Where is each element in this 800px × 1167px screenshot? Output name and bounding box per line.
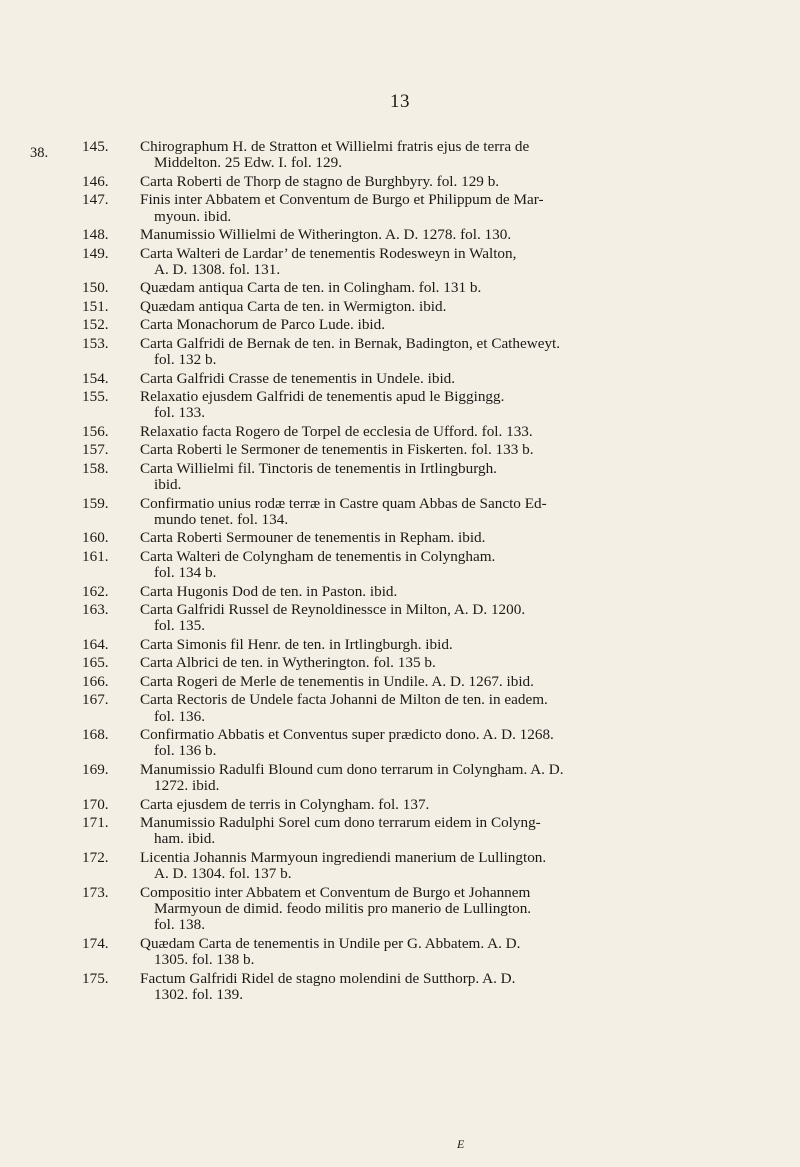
entry-continuation: ibid. — [154, 476, 182, 494]
entry-line: Carta Walteri de Lardar’ de tenementis Rodesweyn in Walton, — [140, 244, 517, 262]
entry-text — [140, 227, 732, 243]
list-item — [82, 549, 732, 582]
list-item — [82, 692, 732, 725]
entry-continuation: fol. 135. — [154, 617, 206, 635]
entry-line: Carta Hugonis Dod de ten. in Paston. ibid. — [140, 582, 398, 600]
entry-line: Carta Monachorum de Parco Lude. ibid. — [140, 316, 386, 334]
entry-number: 173. — [82, 883, 109, 901]
entry-text — [140, 336, 732, 369]
entry-line: Carta Galfridi Russel de Reynoldinessce in Milton, A. D. 1200. — [140, 601, 526, 619]
entry-text — [140, 885, 732, 934]
entry-number: 167. — [82, 691, 109, 709]
entry-text — [140, 280, 732, 296]
list-item — [82, 424, 732, 440]
entry-text — [140, 602, 732, 635]
entry-line: Carta Galfridi de Bernak de ten. in Bernak, Badington, et Catheweyt. — [140, 334, 561, 352]
entry-number: 165. — [82, 654, 109, 672]
entry-line: Compositio inter Abbatem et Conventum de Burgo et Johannem — [140, 883, 531, 901]
entry-number: 171. — [82, 814, 109, 832]
entry-number: 162. — [82, 582, 109, 600]
entry-number: 161. — [82, 547, 109, 565]
entry-text — [140, 424, 732, 440]
list-item — [82, 280, 732, 296]
entry-number: 172. — [82, 848, 109, 866]
entry-text — [140, 936, 732, 969]
entry-text — [140, 442, 732, 458]
list-item — [82, 797, 732, 813]
entry-number: 146. — [82, 172, 109, 190]
entry-line: Carta Albrici de ten. in Wytherington. fol. 135 b. — [140, 654, 436, 672]
entry-number: 147. — [82, 191, 109, 209]
entry-continuation: Middelton. 25 Edw. I. fol. 129. — [154, 154, 342, 172]
entry-text — [140, 496, 732, 529]
entry-line: Carta Willielmi fil. Tinctoris de tenementis in Irtlingburgh. — [140, 459, 497, 477]
entry-continuation: fol. 136. — [154, 707, 206, 725]
list-item — [82, 655, 732, 671]
entry-line: Manumissio Radulphi Sorel cum dono terrarum eidem in Colyng- — [140, 814, 541, 832]
entry-continuation: Marmyoun de dimid. feodo militis pro manerio de Lullington. — [154, 900, 532, 918]
entry-number: 169. — [82, 760, 109, 778]
entry-line: Carta Walteri de Colyngham de tenementis in Colyngham. — [140, 547, 496, 565]
list-item — [82, 637, 732, 653]
entry-text — [140, 389, 732, 422]
entry-line: Carta Rectoris de Undele facta Johanni de Milton de ten. in eadem. — [140, 691, 548, 709]
entry-text — [140, 762, 732, 795]
entry-line: Carta Rogeri de Merle de tenementis in Undile. A. D. 1267. ibid. — [140, 672, 534, 690]
entry-continuation: myoun. ibid. — [154, 207, 232, 225]
list-item — [82, 371, 732, 387]
entry-number: 170. — [82, 795, 109, 813]
entry-number: 152. — [82, 316, 109, 334]
entry-number: 175. — [82, 969, 109, 987]
entry-continuation: fol. 136 b. — [154, 742, 217, 760]
list-item — [82, 227, 732, 243]
entry-text — [140, 549, 732, 582]
entry-continuation: ham. ibid. — [154, 830, 216, 848]
entry-continuation: A. D. 1308. fol. 131. — [154, 260, 281, 278]
list-item — [82, 815, 732, 848]
entry-number: 168. — [82, 726, 109, 744]
entry-line: Relaxatio facta Rogero de Torpel de ecclesia de Ufford. fol. 133. — [140, 422, 533, 440]
list-item — [82, 727, 732, 760]
entry-number: 153. — [82, 334, 109, 352]
entry-number: 166. — [82, 672, 109, 690]
entry-continuation: 1302. fol. 139. — [154, 985, 244, 1003]
entry-text — [140, 371, 732, 387]
entry-line: Confirmatio Abbatis et Conventus super prædicto dono. A. D. 1268. — [140, 726, 554, 744]
entry-continuation: fol. 134 b. — [154, 564, 217, 582]
entry-text — [140, 246, 732, 279]
entry-text — [140, 655, 732, 671]
list-item — [82, 174, 732, 190]
list-item — [82, 246, 732, 279]
entry-line: Manumissio Willielmi de Witherington. A. D. 1278. fol. 130. — [140, 226, 512, 244]
list-item — [82, 496, 732, 529]
entry-line: Quædam antiqua Carta de ten. in Wermigton. ibid. — [140, 297, 447, 315]
signature-mark: E — [457, 1137, 465, 1151]
entry-line: Licentia Johannis Marmyoun ingrediendi manerium de Lullington. — [140, 848, 547, 866]
entry-line: Chirographum H. de Stratton et Willielmi fratris ejus de terra de — [140, 138, 530, 155]
entry-text — [140, 727, 732, 760]
list-item — [82, 192, 732, 225]
entry-continuation: fol. 133. — [154, 404, 206, 422]
entry-number: 158. — [82, 459, 109, 477]
list-item — [82, 317, 732, 333]
entry-continuation: fol. 138. — [154, 916, 206, 934]
entry-line: Carta Roberti le Sermoner de tenementis in Fiskerten. fol. 133 b. — [140, 441, 534, 459]
page-number: 13 — [390, 91, 410, 112]
entry-line: Finis inter Abbatem et Conventum de Burgo et Philippum de Mar- — [140, 191, 544, 209]
list-item — [82, 602, 732, 635]
list-item — [82, 139, 732, 172]
list-item — [82, 936, 732, 969]
list-item — [82, 336, 732, 369]
entry-continuation: A. D. 1304. fol. 137 b. — [154, 865, 292, 883]
list-item — [82, 850, 732, 883]
entry-line: Carta Roberti de Thorp de stagno de Burghbyry. fol. 129 b. — [140, 172, 500, 190]
entry-continuation: fol. 132 b. — [154, 351, 217, 369]
entry-text — [140, 317, 732, 333]
entry-text — [140, 815, 732, 848]
entry-number: 151. — [82, 297, 109, 315]
entry-number: 150. — [82, 279, 109, 297]
entry-number: 157. — [82, 441, 109, 459]
entry-line: Quædam antiqua Carta de ten. in Colingham. fol. 131 b. — [140, 279, 482, 297]
list-item — [82, 389, 732, 422]
list-item — [82, 971, 732, 1004]
entry-text — [140, 192, 732, 225]
entry-number: 160. — [82, 529, 109, 547]
entry-text — [140, 637, 732, 653]
entry-number: 156. — [82, 422, 109, 440]
entry-list — [82, 139, 732, 1005]
margin-number: 38. — [30, 145, 49, 161]
entry-line: Factum Galfridi Ridel de stagno molendini de Sutthorp. A. D. — [140, 969, 516, 987]
entry-line: Carta Roberti Sermouner de tenementis in Repham. ibid. — [140, 529, 486, 547]
entry-line: Quædam Carta de tenementis in Undile per G. Abbatem. A. D. — [140, 934, 521, 952]
entry-number: 159. — [82, 494, 109, 512]
entry-text — [140, 797, 732, 813]
entry-line: Relaxatio ejusdem Galfridi de tenementis apud le Biggingg. — [140, 388, 505, 406]
entry-text — [140, 461, 732, 494]
entry-continuation: 1272. ibid. — [154, 777, 220, 795]
entry-text — [140, 692, 732, 725]
entry-line: Carta ejusdem de terris in Colyngham. fol. 137. — [140, 795, 430, 813]
entry-text — [140, 139, 732, 172]
entry-number: 148. — [82, 226, 109, 244]
entry-line: Carta Galfridi Crasse de tenementis in Undele. ibid. — [140, 369, 456, 387]
entry-continuation: 1305. fol. 138 b. — [154, 951, 255, 969]
list-item — [82, 584, 732, 600]
list-item — [82, 461, 732, 494]
entry-line: Carta Simonis fil Henr. de ten. in Irtlingburgh. ibid. — [140, 635, 453, 653]
entry-number: 155. — [82, 388, 109, 406]
entry-line: Manumissio Radulfi Blound cum dono terrarum in Colyngham. A. D. — [140, 760, 564, 778]
list-item — [82, 299, 732, 315]
entry-text — [140, 174, 732, 190]
entry-number: 154. — [82, 369, 109, 387]
entry-text — [140, 530, 732, 546]
entry-number: 163. — [82, 601, 109, 619]
entry-number: 149. — [82, 244, 109, 262]
list-item — [82, 530, 732, 546]
list-item — [82, 885, 732, 934]
list-item — [82, 442, 732, 458]
list-item — [82, 762, 732, 795]
entry-number: 145. — [82, 138, 109, 155]
entry-text — [140, 674, 732, 690]
entry-number: 174. — [82, 934, 109, 952]
entry-line: Confirmatio unius rodæ terræ in Castre quam Abbas de Sancto Ed- — [140, 494, 547, 512]
entry-text — [140, 850, 732, 883]
entry-text — [140, 971, 732, 1004]
entry-continuation: mundo tenet. fol. 134. — [154, 510, 289, 528]
entry-number: 164. — [82, 635, 109, 653]
entry-text — [140, 299, 732, 315]
entry-text — [140, 584, 732, 600]
list-item — [82, 674, 732, 690]
